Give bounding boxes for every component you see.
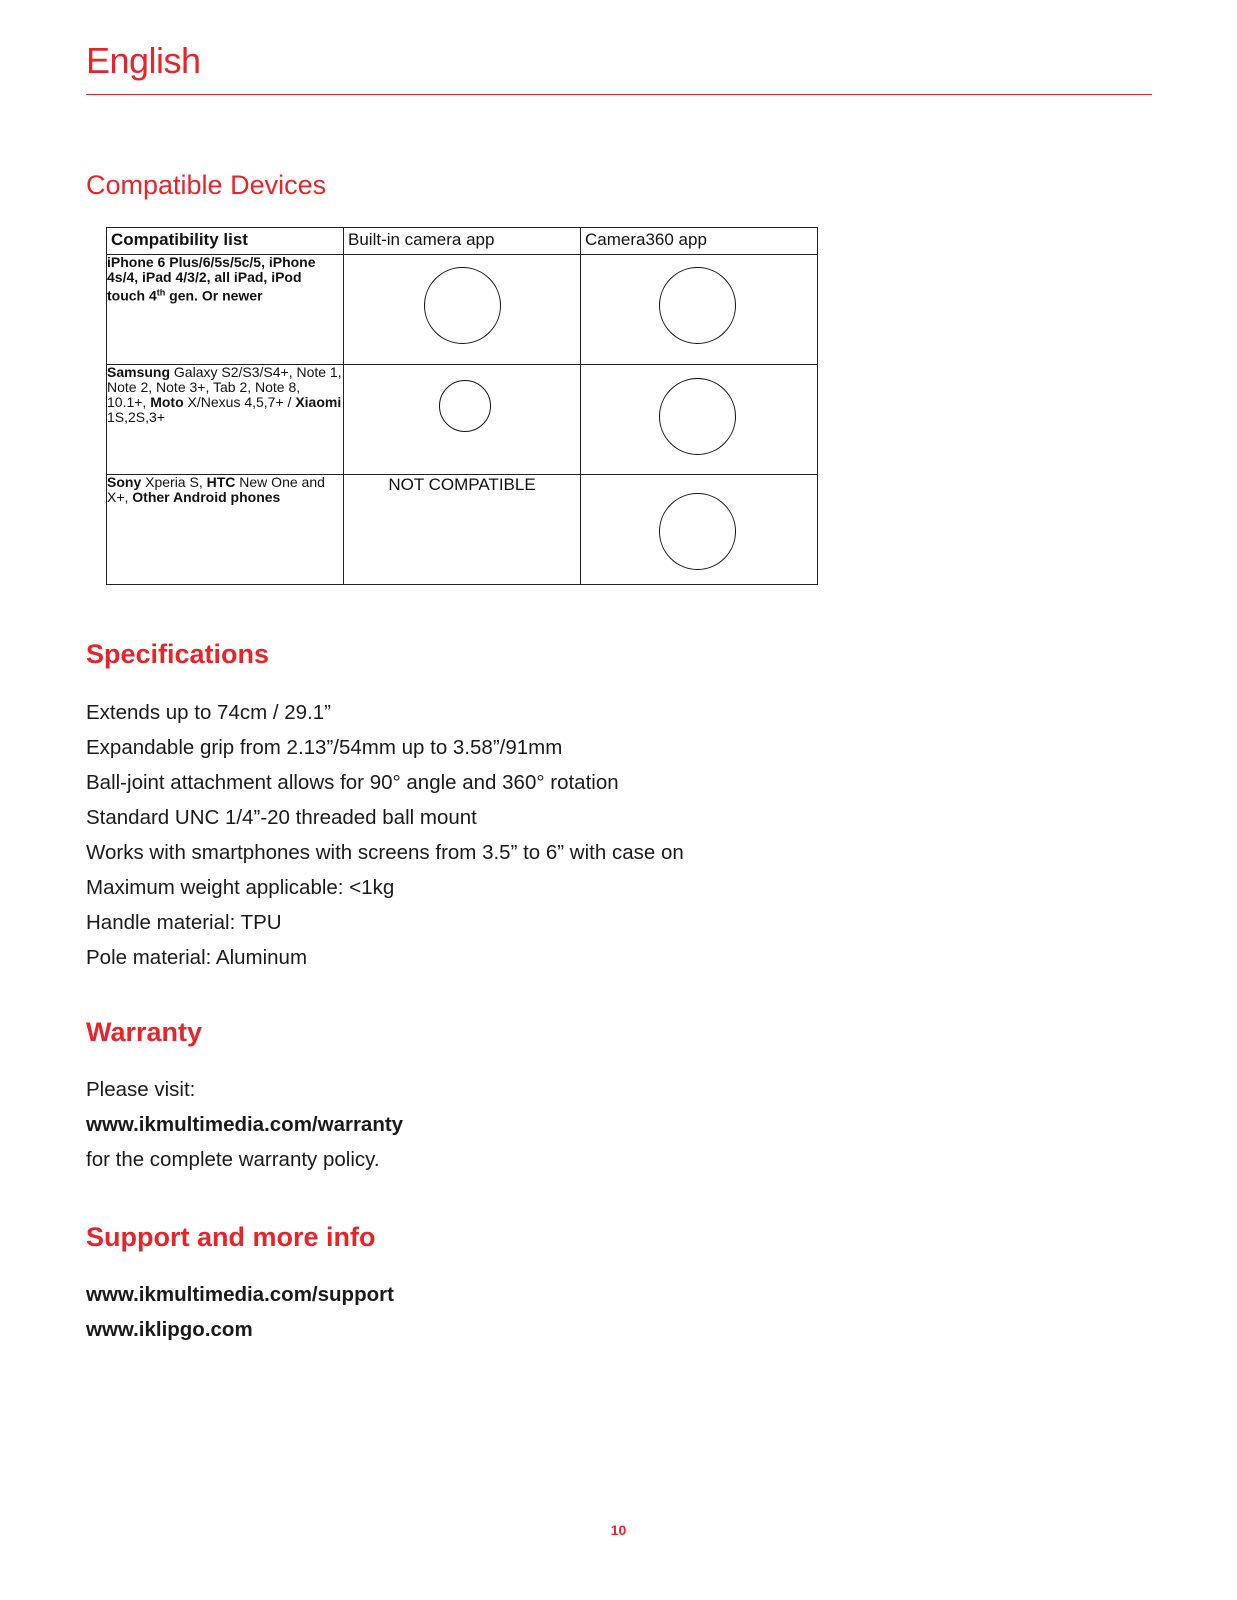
column-header-builtin-camera: Built-in camera app bbox=[344, 228, 581, 255]
list-item: Ball-joint attachment allows for 90° angle and 360° rotation bbox=[86, 771, 619, 794]
compatible-circle-icon bbox=[659, 493, 736, 570]
builtin-camera-cell bbox=[344, 255, 581, 365]
specifications-list bbox=[86, 695, 684, 975]
device-list-cell bbox=[107, 365, 344, 475]
column-header-compatibility-list: Compatibility list bbox=[107, 228, 344, 255]
builtin-camera-cell bbox=[344, 365, 581, 475]
device-text: X/Nexus 4,5,7+ / bbox=[183, 394, 296, 410]
list-item: Works with smartphones with screens from 3.5” to 6” with case on bbox=[86, 841, 684, 864]
list-item: Maximum weight applicable: <1kg bbox=[86, 876, 395, 899]
warranty-heading: Warranty bbox=[86, 1017, 203, 1047]
compatible-devices-heading: Compatible Devices bbox=[86, 170, 327, 200]
compatible-circle-icon bbox=[439, 380, 491, 432]
list-item: Handle material: TPU bbox=[86, 911, 282, 934]
device-text: th bbox=[156, 287, 166, 297]
page-number: 10 bbox=[610, 1522, 627, 1538]
header-divider bbox=[86, 94, 1152, 95]
support-link[interactable]: www.ikmultimedia.com/support bbox=[86, 1283, 394, 1306]
camera360-cell bbox=[581, 255, 818, 365]
column-header-camera360: Camera360 app bbox=[581, 228, 818, 255]
support-heading: Support and more info bbox=[86, 1222, 376, 1252]
device-text: New One and X+, bbox=[107, 474, 325, 505]
device-text: Moto bbox=[150, 394, 184, 410]
specifications-heading: Specifications bbox=[86, 639, 270, 669]
compatible-circle-icon bbox=[659, 267, 736, 344]
device-text: Samsung bbox=[107, 364, 171, 380]
device-text: gen. Or newer bbox=[165, 287, 263, 304]
list-item: Expandable grip from 2.13”/54mm up to 3.58”/91mm bbox=[86, 736, 563, 759]
device-list-cell bbox=[107, 475, 344, 585]
iklipgo-link[interactable]: www.iklipgo.com bbox=[86, 1318, 253, 1341]
list-item: Standard UNC 1/4”-20 threaded ball mount bbox=[86, 806, 477, 829]
table-row bbox=[107, 255, 818, 365]
table-header-row bbox=[107, 228, 818, 255]
device-text: Sony bbox=[107, 474, 142, 490]
not-compatible-label: NOT COMPATIBLE bbox=[344, 475, 581, 585]
device-text: Galaxy S2/S3/S4+, Note 1, Note 2, Note 3+, Tab 2, Note 8, 10.1+, bbox=[107, 364, 342, 410]
warranty-intro: Please visit: bbox=[86, 1078, 196, 1101]
device-list-cell bbox=[107, 255, 344, 365]
list-item: Extends up to 74cm / 29.1” bbox=[86, 701, 331, 724]
list-item: Pole material: Aluminum bbox=[86, 946, 308, 969]
device-text: HTC bbox=[206, 474, 236, 490]
compatibility-table bbox=[106, 227, 818, 585]
language-title: English bbox=[86, 40, 201, 81]
compatible-circle-icon bbox=[424, 267, 501, 344]
device-text: Xperia S, bbox=[141, 474, 207, 490]
compatible-circle-icon bbox=[659, 378, 736, 455]
camera360-cell bbox=[581, 475, 818, 585]
device-text: Other Android phones bbox=[132, 489, 281, 505]
device-text: Xiaomi bbox=[295, 394, 342, 410]
table-row bbox=[107, 365, 818, 475]
warranty-outro: for the complete warranty policy. bbox=[86, 1148, 380, 1171]
camera360-cell bbox=[581, 365, 818, 475]
table-row bbox=[107, 475, 818, 585]
device-text: iPhone 6 Plus/6/5s/5c/5, iPhone 4s/4, iPad 4/3/2, all iPad, iPod touch 4 bbox=[107, 254, 316, 304]
device-text: 1S,2S,3+ bbox=[107, 409, 165, 425]
warranty-link[interactable]: www.ikmultimedia.com/warranty bbox=[86, 1113, 404, 1136]
